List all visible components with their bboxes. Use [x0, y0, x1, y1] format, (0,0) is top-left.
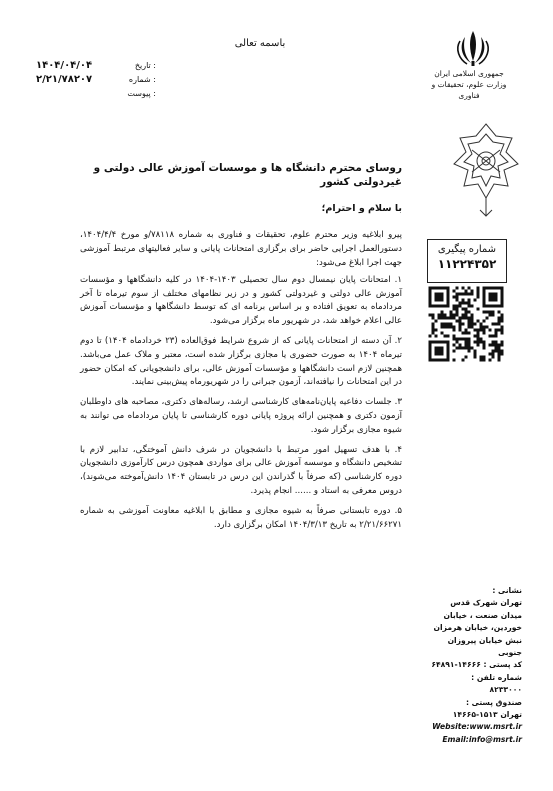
- number-label: شماره :: [128, 74, 156, 84]
- ministry-name: [420, 68, 518, 101]
- number-value: ۲/۲۱/۷۸۲۰۷: [36, 73, 93, 85]
- address-line-2: میدان صنعت ، خیابان: [443, 610, 522, 620]
- address-block: [430, 585, 522, 746]
- ornament-icon: [448, 120, 524, 220]
- address-line-4: نبش خیابان پیروزان جنوبی: [447, 635, 522, 658]
- pobox-label: صندوق پستی :: [465, 697, 522, 707]
- item-5: ۵. دوره تابستانی صرفاً به شیوه مجازی و مطابق با ابلاغیه معاونت آموزشی به شماره ۲/۲۱/۶۶۲۷۱ به تاریخ ۱۴۰۴/۳/۱۳ امکان برگزاری دارد.: [80, 505, 402, 530]
- website-link[interactable]: Website:www.msrt.ir: [432, 722, 522, 732]
- iran-emblem-icon: [451, 27, 495, 69]
- qr-code: [427, 284, 505, 364]
- date-row: [36, 58, 156, 72]
- address-line-3: خوردین، خیابان هرمزان: [433, 623, 522, 633]
- item-3: ۳. جلسات دفاعیه پایان‌نامه‌های کارشناسی ارشد، رساله‌های دکتری، مصاحبه های داوطلبان آزمون دکتری و همچنین ارائه پروژه پایانی دوره کارشناسی تا پایان مردادماه می توانند به شیوه مجازی برگزار شود.: [80, 397, 402, 435]
- bismillah-heading: باسمه تعالی: [234, 38, 286, 49]
- tracking-label: شماره پیگیری: [437, 244, 497, 255]
- intro-paragraph: پیرو ابلاغیه وزیر محترم علوم، تحقیقات و فناوری به شماره ۷۸۱۱۸/و مورخ ۱۴۰۴/۴/۴، دستورالعمل اجرایی حاضر برای برگزاری امتحانات پایانی و سایر فعالیتهای مرتبط آموزشی جهت اجرا ابلاغ می‌شود:: [80, 230, 402, 268]
- postal-code: کد پستی : ۱۴۶۶۶-۶۴۸۹۱: [431, 660, 522, 670]
- pobox-value: تهران ۱۵۱۳-۱۴۶۶۵: [452, 710, 522, 720]
- address-label: نشانی :: [492, 586, 522, 595]
- number-row: [36, 72, 156, 86]
- greeting-line: با سلام و احترام؛: [321, 202, 402, 214]
- address-line-1: تهران شهرک قدس: [450, 598, 522, 608]
- letter-body: [80, 162, 402, 538]
- item-4: ۴. با هدف تسهیل امور مرتبط با دانشجویان در شرف دانش آموختگی، تدابیر لازم با تشخیص دانشگاه و موسسه آموزش عالی برای مواردی همچون درس کارآموزی دانشجویان دوره کارشناسی (که صرفاً با گذراندن این درس در تابستان ۱۴۰۴ دانش‌آموخته می‌شوند)، دروس معرفی به استاد و ...... انجام پذیرد.: [80, 444, 403, 496]
- recipient-line: روسای محترم دانشگاه ها و موسسات آموزش عالی دولتی و غیردولتی کشور: [93, 162, 402, 188]
- tracking-box: [427, 239, 507, 283]
- ministry-line-1: جمهوری اسلامی ایران: [434, 69, 504, 78]
- item-2: ۲. آن دسته از امتحانات پایانی که از شروع شرایط فوق‌العاده (۲۳ خردادماه ۱۴۰۴) تا دوم تیرماه ۱۴۰۴ به صورت حضوری یا مجازی برگزار شده است، معتبر و ملاک عمل می‌باشد. همچنین لازم است دانشگاهها و مؤسسات آموزش عالی، برای دانشجویانی که امکان حضور در این امتحانات را نیافته‌اند، آزمون جبرانی را در شهریورماه پیش‌بینی نمایند.: [80, 335, 402, 388]
- item-1: ۱. امتحانات پایان نیمسال دوم سال تحصیلی ۱۴۰۳-۱۴۰۴ در کلیه دانشگاهها و مؤسسات آموزش عالی دولتی و غیردولتی کشور و در زیر نظامهای مختلف از سوم تیرماه تا آخر مردادماه به تعویق افتاده و بر اساس برنامه ای که توسط دانشگاهها و مؤسسات آموزش عالی اعلام خواهد شد، در شهریور ماه برگزار می‌شود.: [80, 274, 402, 327]
- attachment-label: پیوست :: [127, 88, 156, 98]
- phone-label: شماره تلفن :: [471, 672, 522, 682]
- email-link[interactable]: Email:info@msrt.ir: [442, 734, 522, 744]
- attachment-row: [36, 86, 156, 100]
- letter-meta: [36, 58, 156, 100]
- phone-number: ۸۲۳۳۰۰۰: [489, 685, 522, 695]
- date-label: تاریخ :: [134, 60, 156, 70]
- ministry-line-2: وزارت علوم، تحقیقات و فناوری: [431, 80, 507, 100]
- tracking-number: ۱۱۲۲۴۳۵۲: [437, 257, 497, 271]
- date-value: ۱۴۰۴/۰۴/۰۴: [36, 59, 93, 71]
